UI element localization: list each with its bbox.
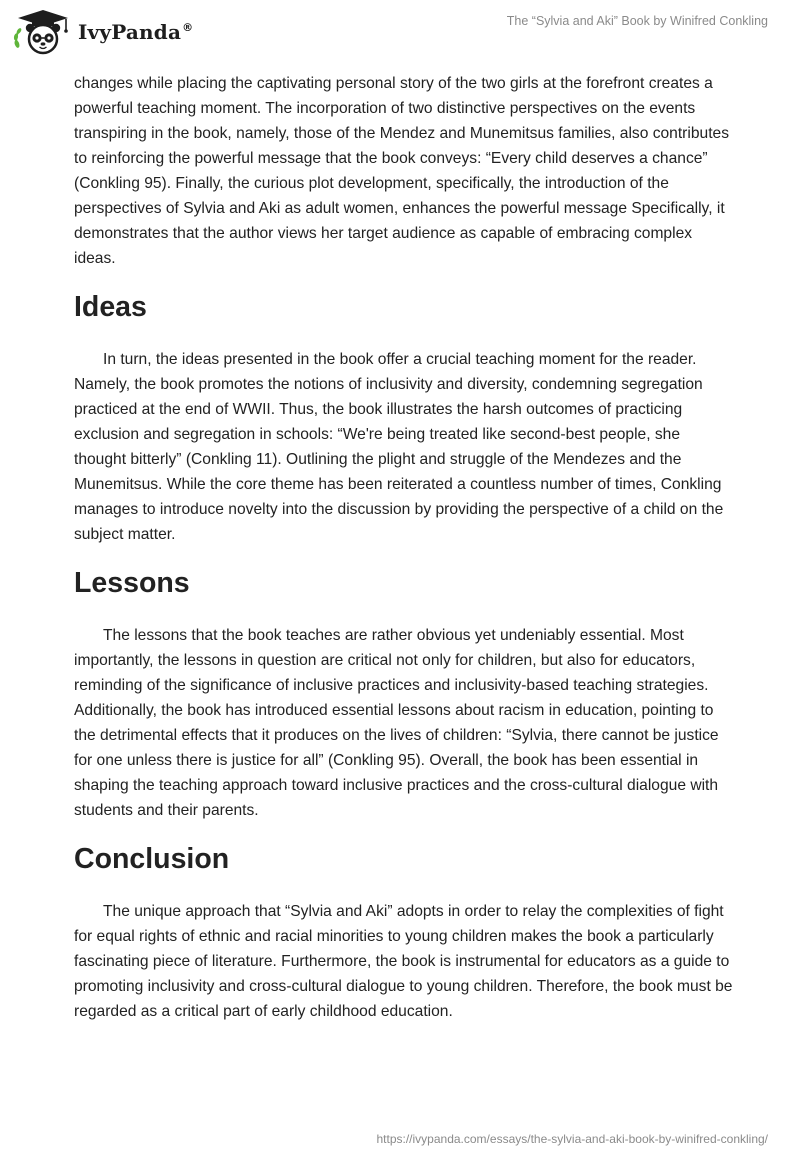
page-header: [0, 0, 800, 64]
section-heading-ideas: Ideas: [74, 291, 147, 323]
article-body: [74, 71, 734, 1024]
document-title: The “Sylvia and Aki” Book by Winifred Conkling: [506, 14, 768, 28]
intro-paragraph: changes while placing the captivating personal story of the two girls at the forefront creates a powerful teaching moment. The incorporation of two distinctive perspectives on the events transpiring in the book, namely, those of the Mendez and Munemitsus families, also contributes to reinforcing the powerful message that the book conveys: “Every child deserves a chance” (Conkling 95). Finally, the curious plot development, specifically, the introduction of the perspectives of Sylvia and Aki as adult women, enhances the powerful message Specifically, it demonstrates that the author views her target audience as capable of embracing complex ideas.: [74, 75, 729, 267]
ivypanda-logo[interactable]: [12, 8, 193, 56]
section-paragraph-lessons: The lessons that the book teaches are rather obvious yet undeniably essential. Most importantly, the lessons in question are critical not only for children, but also for educators, reminding of the significance of inclusive practices and inclusivity-based teaching strategies. Additionally, the book has introduced essential lessons about racism in education, pointing to the detrimental effects that it produces on the lives of children: “Sylvia, there cannot be justice for one unless there is justice for all” (Conkling 95). Overall, the book has been essential in shaping the teaching approach toward inclusive practices and the cross-cultural dialogue with students and their parents.: [74, 627, 719, 819]
section-heading-conclusion: Conclusion: [74, 843, 230, 875]
section-paragraph-conclusion: The unique approach that “Sylvia and Aki” adopts in order to relay the complexities of fight for equal rights of ethnic and racial minorities to young children makes the book a particularly fascinating piece of literature. Furthermore, the book is instrumental for educators as a guide to promoting inclusivity and cross-cultural dialogue to young children. Therefore, the book must be regarded as a critical part of early childhood education.: [74, 903, 733, 1020]
section-heading-lessons: Lessons: [74, 567, 190, 599]
source-url[interactable]: https://ivypanda.com/essays/the-sylvia-and-aki-book-by-winifred-conkling/: [376, 1132, 768, 1146]
section-paragraph-ideas: In turn, the ideas presented in the book offer a crucial teaching moment for the reader. Namely, the book promotes the notions of inclusivity and diversity, condemning segregation practiced at the end of WWII. Thus, the book illustrates the harsh outcomes of practicing exclusion and segregation in schools: “We're being treated like second-best people, she thought bitterly” (Conkling 11). Outlining the plight and struggle of the Mendezes and the Munemitsus. While the core theme has been reiterated a countless number of times, Conkling manages to introduce novelty into the discussion by providing the perspective of a child on the subject matter.: [74, 351, 724, 543]
registered-mark: ®: [182, 21, 194, 35]
panda-graduate-icon: [12, 8, 74, 56]
logo-wordmark: IvyPanda®: [78, 20, 194, 44]
